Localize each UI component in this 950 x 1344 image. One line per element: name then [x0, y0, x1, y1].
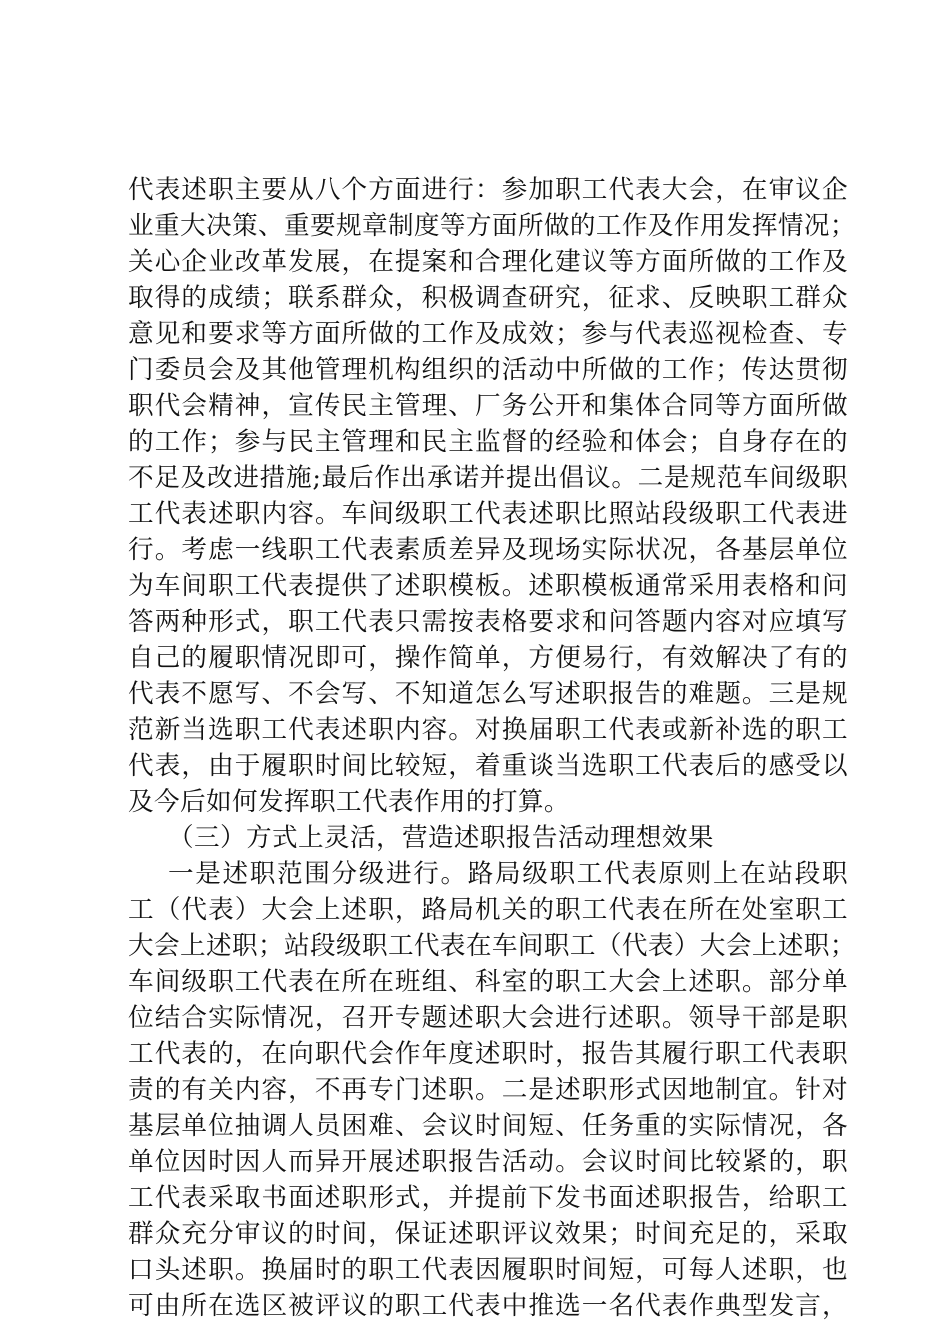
- paragraph-line: 行。考虑一线职工代表素质差异及现场实际状况，各基层单位: [128, 535, 848, 565]
- paragraph-line: 及今后如何发挥职工代表作用的打算。: [128, 787, 570, 817]
- paragraph-line: 业重大决策、重要规章制度等方面所做的工作及作用发挥情况；: [128, 211, 856, 241]
- paragraph-line: 大会上述职；站段级职工代表在车间职工（代表）大会上述职；: [128, 931, 856, 961]
- paragraph-line: 不足及改进措施;最后作出承诺并提出倡议。二是规范车间级职: [128, 463, 848, 493]
- paragraph-line: 单位因时因人而异开展述职报告活动。会议时间比较紧的，职: [128, 1147, 848, 1177]
- paragraph-line: 基层单位抽调人员困难、会议时间短、任务重的实际情况，各: [128, 1111, 848, 1141]
- paragraph-line: 范新当选职工代表述职内容。对换届职工代表或新补选的职工: [128, 715, 848, 745]
- paragraph-line: 门委员会及其他管理机构组织的活动中所做的工作；传达贯彻: [128, 355, 848, 385]
- paragraph-line: 责的有关内容，不再专门述职。二是述职形式因地制宜。针对: [128, 1075, 848, 1105]
- paragraph-line: 为车间职工代表提供了述职模板。述职模板通常采用表格和问: [128, 571, 848, 601]
- paragraph-line: 答两种形式，职工代表只需按表格要求和问答题内容对应填写: [128, 607, 848, 637]
- paragraph-line: 意见和要求等方面所做的工作及成效；参与代表巡视检查、专: [128, 319, 848, 349]
- paragraph-line: 职代会精神，宣传民主管理、厂务公开和集体合同等方面所做: [128, 391, 848, 421]
- paragraph-line: 工（代表）大会上述职，路局机关的职工代表在所在处室职工: [128, 895, 848, 925]
- paragraph-line: 群众充分审议的时间，保证述职评议效果；时间充足的，采取: [128, 1219, 848, 1249]
- section-heading: （三）方式上灵活，营造述职报告活动理想效果: [168, 823, 714, 853]
- paragraph-line: 口头述职。换届时的职工代表因履职时间短，可每人述职，也: [128, 1255, 848, 1285]
- paragraph-line: 一是述职范围分级进行。路局级职工代表原则上在站段职: [168, 859, 848, 889]
- paragraph-line: 工代表述职内容。车间级职工代表述职比照站段级职工代表进: [128, 499, 848, 529]
- paragraph-line: 车间级职工代表在所在班组、科室的职工大会上述职。部分单: [128, 967, 848, 997]
- paragraph-line: 关心企业改革发展，在提案和合理化建议等方面所做的工作及: [128, 247, 848, 277]
- paragraph-line: 代表述职主要从八个方面进行：参加职工代表大会，在审议企: [128, 175, 848, 205]
- paragraph-line: 代表，由于履职时间比较短，着重谈当选职工代表后的感受以: [128, 751, 848, 781]
- paragraph-line: 代表不愿写、不会写、不知道怎么写述职报告的难题。三是规: [128, 679, 848, 709]
- paragraph-line: 取得的成绩；联系群众，积极调查研究，征求、反映职工群众: [128, 283, 848, 313]
- paragraph-line: 可由所在选区被评议的职工代表中推选一名代表作典型发言，: [128, 1291, 848, 1321]
- paragraph-line: 位结合实际情况，召开专题述职大会进行述职。领导干部是职: [128, 1003, 848, 1033]
- paragraph-line: 工代表的，在向职代会作年度述职时，报告其履行职工代表职: [128, 1039, 848, 1069]
- paragraph-line: 自己的履职情况即可，操作简单，方便易行，有效解决了有的: [128, 643, 848, 673]
- paragraph-line: 工代表采取书面述职形式，并提前下发书面述职报告，给职工: [128, 1183, 848, 1213]
- paragraph-line: 的工作；参与民主管理和民主监督的经验和体会；自身存在的: [128, 427, 848, 457]
